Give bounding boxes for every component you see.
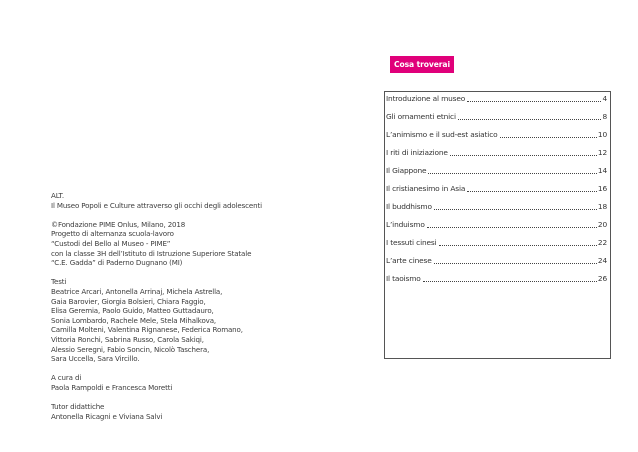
toc-leader-dots [434, 208, 597, 210]
toc-entry-title: Introduzione al museo [386, 94, 466, 103]
credits-line: Vittoria Ronchi, Sabrina Russo, Carola Sakiqi, [51, 334, 204, 344]
toc-leader-dots [428, 172, 597, 174]
credits-title [51, 191, 301, 210]
credits-line: Paola Rampoldi e Francesca Moretti [51, 382, 173, 392]
toc-entry-page: 26 [597, 274, 607, 283]
toc-leader-dots [467, 100, 601, 102]
toc-entry-page: 12 [597, 148, 607, 157]
toc-leader-dots [427, 226, 597, 228]
toc-entry-title: Il Giappone [386, 166, 427, 175]
toc-entry-title: I tessuti cinesi [386, 238, 437, 247]
toc-entry-title: L’animismo e il sud-est asiatico [386, 130, 498, 139]
toc-box [384, 91, 611, 359]
toc-leader-dots [423, 280, 597, 282]
toc-entry-title: L’arte cinese [386, 256, 432, 265]
credits-line: “Custodi del Bello al Museo - PIME” [51, 238, 171, 248]
credits-editors [51, 373, 301, 392]
toc-entry-title: Il buddhismo [386, 202, 432, 211]
credits-line: Sara Uccella, Sara Vircillo. [51, 354, 140, 364]
toc-entry[interactable] [385, 92, 610, 104]
credits-line: A cura di [51, 373, 82, 383]
toc-entry-page: 10 [597, 130, 607, 139]
toc-leader-dots [439, 244, 597, 246]
credits-line: Sonia Lombardo, Rachele Mele, Stela Mihalkova, [51, 315, 217, 325]
toc-entry[interactable] [385, 218, 610, 230]
credits-line: Gaia Barovier, Giorgia Bolsieri, Chiara Faggio, [51, 296, 206, 306]
credits-publisher [51, 220, 301, 268]
credits-line: Il Museo Popoli e Culture attraverso gli occhi degli adolescenti [51, 200, 262, 210]
credits-line: Beatrice Arcari, Antonella Arrinaj, Michela Astrella, [51, 286, 223, 296]
toc-entry[interactable] [385, 110, 610, 122]
toc-entry[interactable] [385, 128, 610, 140]
credits-line: “C.E. Gadda” di Paderno Dugnano (MI) [51, 258, 183, 268]
toc-entry-page: 16 [597, 184, 607, 193]
toc-entry-page: 18 [597, 202, 607, 211]
credits-line: ALT. [51, 191, 64, 200]
toc-entry[interactable] [385, 200, 610, 212]
toc-entry-page: 24 [597, 256, 607, 265]
toc-entry-title: Il cristianesimo in Asia [386, 184, 466, 193]
toc-leader-dots [434, 262, 597, 264]
credits-line: con la classe 3H dell’Istituto di Istruzione Superiore Statale [51, 248, 252, 258]
toc-entry-title: I riti di iniziazione [386, 148, 448, 157]
toc-leader-dots [450, 154, 597, 156]
toc-entry-page: 20 [597, 220, 607, 229]
toc-entry-title: Gli ornamenti etnici [386, 112, 456, 121]
toc-leader-dots [467, 190, 597, 192]
credits-tutors [51, 402, 301, 421]
credits-block [51, 191, 301, 431]
toc-entry[interactable] [385, 272, 610, 284]
toc-leader-dots [458, 118, 602, 120]
toc-entry[interactable] [385, 146, 610, 158]
credits-line: Tutor didattiche [51, 402, 105, 412]
toc-leader-dots [500, 136, 597, 138]
toc-entry-page: 14 [597, 166, 607, 175]
toc-entry-page: 22 [597, 238, 607, 247]
toc-entry-title: Il taoismo [386, 274, 421, 283]
toc-entry[interactable] [385, 236, 610, 248]
toc-entry-page: 8 [602, 112, 607, 121]
credits-line: Antonella Ricagni e Viviana Salvi [51, 411, 163, 421]
toc-entry[interactable] [385, 182, 610, 194]
toc-entry-title: L’induismo [386, 220, 425, 229]
credits-line: Progetto di alternanza scuola-lavoro [51, 229, 174, 239]
credits-line: Elisa Geremia, Paolo Guido, Matteo Guttadauro, [51, 306, 214, 316]
toc-heading-badge: Cosa troverai [390, 56, 454, 73]
credits-line: Testi [51, 277, 67, 287]
credits-line: ©Fondazione PIME Onlus, Milano, 2018 [51, 219, 186, 229]
credits-line: Alessio Seregni, Fabio Soncin, Nicolò Taschera, [51, 344, 210, 354]
toc-entry[interactable] [385, 254, 610, 266]
toc-entry-page: 4 [602, 94, 607, 103]
toc-entry[interactable] [385, 164, 610, 176]
credits-line: Camilla Molteni, Valentina Rignanese, Federica Romano, [51, 325, 243, 335]
credits-texts [51, 277, 301, 363]
